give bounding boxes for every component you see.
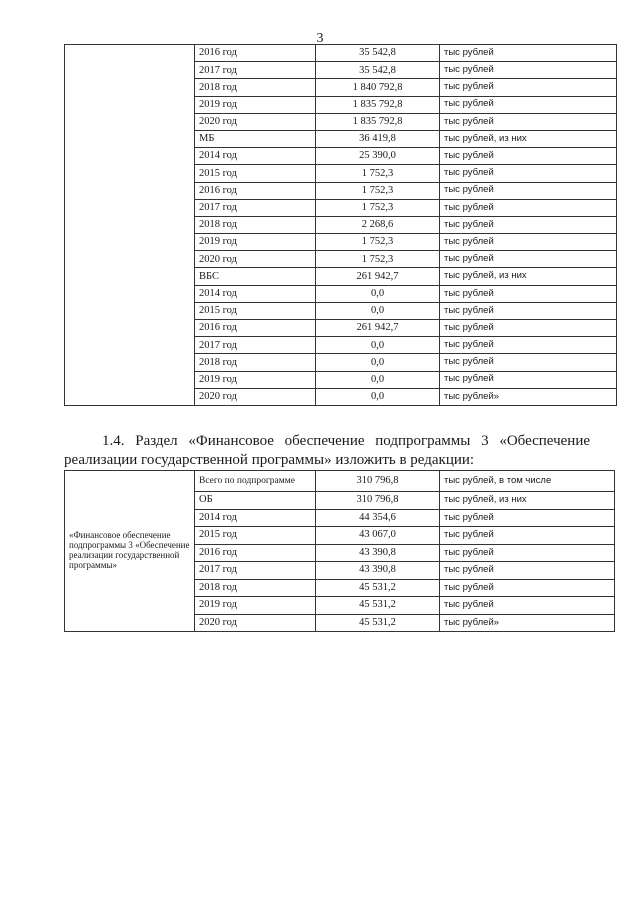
row-label-cell: 2015 год	[195, 527, 316, 545]
amount-cell: 0,0	[316, 302, 440, 319]
unit-cell: тыс рублей, из них	[440, 268, 617, 285]
amount-cell: 261 942,7	[316, 320, 440, 337]
row-label-cell: 2017 год	[195, 562, 316, 580]
subprogram3-funding-table	[64, 470, 615, 632]
amount-cell: 25 390,0	[316, 148, 440, 165]
amount-cell: 1 835 792,8	[316, 113, 440, 130]
row-label-cell: 2019 год	[195, 371, 316, 388]
unit-cell: тыс рублей	[440, 96, 617, 113]
row-label-cell: 2019 год	[195, 234, 316, 251]
amount-cell: 2 268,6	[316, 216, 440, 233]
unit-cell: тыс рублей	[440, 302, 617, 319]
unit-cell: тыс рублей	[440, 337, 617, 354]
row-label-cell: 2017 год	[195, 62, 316, 79]
row-label-cell: Всего по подпрограмме	[195, 471, 316, 492]
amount-cell: 1 752,3	[316, 199, 440, 216]
funding-table-continued	[64, 44, 617, 406]
amount-cell: 310 796,8	[316, 492, 440, 510]
unit-cell: тыс рублей	[440, 562, 615, 580]
amount-cell: 1 840 792,8	[316, 79, 440, 96]
row-label-cell: 2015 год	[195, 165, 316, 182]
table-row	[65, 471, 615, 492]
amount-cell: 310 796,8	[316, 471, 440, 492]
row-label-cell: ОБ	[195, 492, 316, 510]
row-label-cell: 2017 год	[195, 199, 316, 216]
unit-cell: тыс рублей, в том числе	[440, 471, 615, 492]
amount-cell: 36 419,8	[316, 130, 440, 147]
row-label-cell: 2016 год	[195, 320, 316, 337]
row-label-cell: МБ	[195, 130, 316, 147]
amount-cell: 1 752,3	[316, 182, 440, 199]
unit-cell: тыс рублей, из них	[440, 492, 615, 510]
unit-cell: тыс рублей	[440, 579, 615, 597]
amount-cell: 45 531,2	[316, 597, 440, 615]
unit-cell: тыс рублей	[440, 251, 617, 268]
row-label-cell: 2014 год	[195, 148, 316, 165]
amount-cell: 1 752,3	[316, 251, 440, 268]
amount-cell: 43 390,8	[316, 562, 440, 580]
page-number: 3	[316, 31, 324, 46]
unit-cell: тыс рублей	[440, 234, 617, 251]
unit-cell: тыс рублей	[440, 527, 615, 545]
section-label-cell: «Финансовое обеспечение подпрограммы 3 «Обеспечение реализации государственной программы»	[65, 471, 195, 632]
row-label-cell: 2016 год	[195, 182, 316, 199]
amount-cell: 0,0	[316, 371, 440, 388]
amount-cell: 261 942,7	[316, 268, 440, 285]
row-label-cell: 2014 год	[195, 285, 316, 302]
amendment-paragraph	[64, 432, 590, 470]
row-label-cell: 2020 год	[195, 614, 316, 632]
amount-cell: 35 542,8	[316, 45, 440, 62]
section-label-cell	[65, 45, 195, 406]
amount-cell: 1 752,3	[316, 165, 440, 182]
row-label-cell: 2018 год	[195, 354, 316, 371]
unit-cell: тыс рублей	[440, 509, 615, 527]
unit-cell: тыс рублей	[440, 544, 615, 562]
row-label-cell: ВБС	[195, 268, 316, 285]
row-label-cell: 2018 год	[195, 579, 316, 597]
row-label-cell: 2018 год	[195, 79, 316, 96]
unit-cell: тыс рублей	[440, 371, 617, 388]
unit-cell: тыс рублей	[440, 320, 617, 337]
unit-cell: тыс рублей	[440, 113, 617, 130]
row-label-cell: 2020 год	[195, 251, 316, 268]
amount-cell: 0,0	[316, 354, 440, 371]
amendment-paragraph-text: 1.4. Раздел «Финансовое обеспечение подпрограммы 3 «Обеспечение реализации государственной программы» изложить в редакции:	[64, 433, 590, 468]
amount-cell: 44 354,6	[316, 509, 440, 527]
amount-cell: 35 542,8	[316, 62, 440, 79]
row-label-cell: 2019 год	[195, 96, 316, 113]
amount-cell: 45 531,2	[316, 579, 440, 597]
unit-cell: тыс рублей	[440, 165, 617, 182]
unit-cell: тыс рублей	[440, 597, 615, 615]
amount-cell: 1 752,3	[316, 234, 440, 251]
unit-cell: тыс рублей	[440, 285, 617, 302]
unit-cell: тыс рублей	[440, 45, 617, 62]
amount-cell: 0,0	[316, 285, 440, 302]
amount-cell: 1 835 792,8	[316, 96, 440, 113]
row-label-cell: 2016 год	[195, 544, 316, 562]
unit-cell: тыс рублей	[440, 354, 617, 371]
unit-cell: тыс рублей	[440, 199, 617, 216]
unit-cell: тыс рублей	[440, 216, 617, 233]
unit-cell: тыс рублей	[440, 62, 617, 79]
table-row	[65, 45, 617, 62]
row-label-cell: 2016 год	[195, 45, 316, 62]
row-label-cell: 2020 год	[195, 113, 316, 130]
unit-cell: тыс рублей	[440, 79, 617, 96]
unit-cell: тыс рублей	[440, 182, 617, 199]
row-label-cell: 2019 год	[195, 597, 316, 615]
row-label-cell: 2018 год	[195, 216, 316, 233]
amount-cell: 43 390,8	[316, 544, 440, 562]
unit-cell: тыс рублей	[440, 148, 617, 165]
row-label-cell: 2017 год	[195, 337, 316, 354]
unit-cell: тыс рублей, из них	[440, 130, 617, 147]
unit-cell: тыс рублей»	[440, 614, 615, 632]
row-label-cell: 2014 год	[195, 509, 316, 527]
amount-cell: 45 531,2	[316, 614, 440, 632]
unit-cell: тыс рублей»	[440, 388, 617, 405]
row-label-cell: 2015 год	[195, 302, 316, 319]
amount-cell: 0,0	[316, 337, 440, 354]
amount-cell: 0,0	[316, 388, 440, 405]
row-label-cell: 2020 год	[195, 388, 316, 405]
amount-cell: 43 067,0	[316, 527, 440, 545]
